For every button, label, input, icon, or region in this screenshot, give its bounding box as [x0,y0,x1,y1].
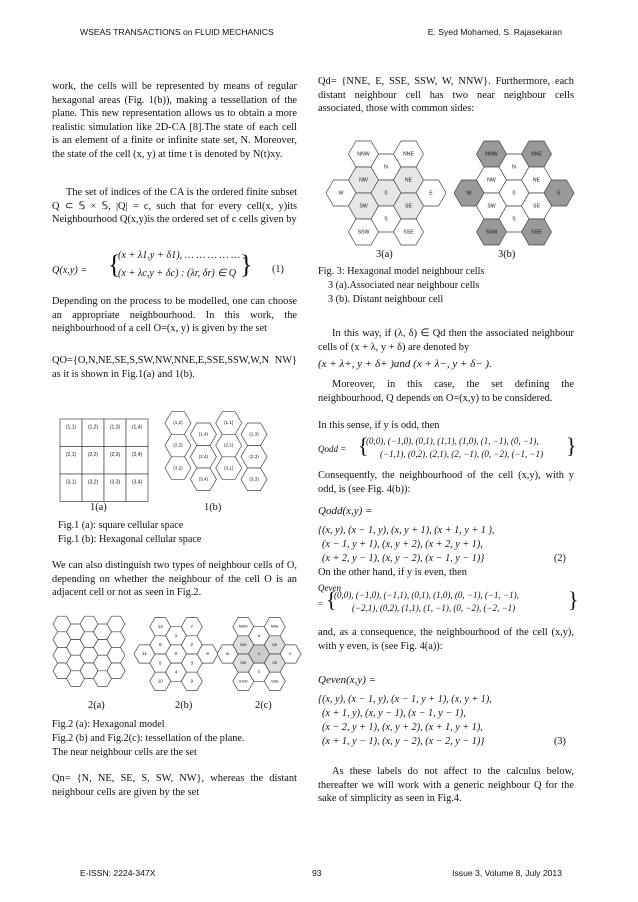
square-cell-label: (2,2) [87,451,99,458]
hex-cell-label: (3,3) [249,476,259,482]
fig2-sub-c: 2(c) [255,700,272,711]
square-cell [126,419,148,447]
eq2-row1: {(x, y), (x − 1, y), (x, y + 1), (x + 1, y + 1 ), [318,525,495,536]
fig3-sub-b: 3(b) [498,249,516,260]
eq2-lhs: Qodd(x,y) = [318,505,373,517]
hex-cell-label: SE [533,203,540,210]
hex-cell-label: NW [487,177,496,184]
hex-cell-label: S [384,216,388,223]
fig1-sub-b: 1(b) [204,502,222,513]
square-cell [82,447,104,475]
left-paragraph-3: Depending on the process to be modelled, one can choose an appropriate neighbourhood. In this work, the neighbourhood of a cell O=(x, y) is given by the set [52,296,297,335]
left-paragraph-4: QO={O,N,NE,SE,S,SW,NW,NNE,E,SSE,SSW,W,N NW} as it is shown in Fig.1(a) and 1(b). [52,355,297,380]
square-cell [60,419,82,447]
eq1-lhs: Q(x,y) = [52,265,88,276]
right-paragraph-8: As these labels do not affect to the calculus below, thereafter we will work with a generic neighbour Q for the sake of simplicity as seen in Fig.4. [318,766,574,805]
fig3-caption-2: 3 (a).Associated near neighbour cells [328,280,480,291]
hex-cell-label: 2 [190,642,194,648]
associated-cells-formula: (x + λ+, y + δ+ )and (x + λ−, y + δ− ). [318,358,492,370]
square-cell-label: (2,3) [109,451,121,458]
eq3-row2: (x + 1, y), (x, y − 1), (x − 1, y − 1), [322,708,466,719]
hex-cell-label: NNE [531,151,542,158]
qeven-row2: (−2,1), (0,2), (1,1), (1, −1), (0, −2), (−2, −1) [352,603,516,613]
hex-cell-label: (1,4) [198,431,209,437]
footer-page-number: 93 [312,868,322,878]
hex-cell-label: W [338,190,344,197]
square-cell [104,447,126,475]
qodd-row2: (−1,1), (0,2), (2,1), (2, −1), (0, −2), (−1, −1) [380,449,544,459]
eq1-row2: (x + λc,y + δc) : (λr, δr) ∈ Q [118,268,237,279]
hex-cell-label: 8 [206,651,209,657]
left-paragraph-5: We can also distinguish two types of neighbour cells of O, depending on whether the neighbour of the cell O is an adjacent cell or not as seen in Fig.2. [52,560,297,599]
fig2b-numbered-tessellation [136,614,216,694]
left-paragraph-1: work, the cells will be represented by means of regular hexagonal areas (Fig. 1(b)), making a tessellation of the plane. This new representation allows us to obtain a more realistic simulation like 2D-CA [8].The state of each cell is an element of a finite or infinite state set, N. Moreover, the state of the cell (x, y) at time t is denoted by N(t)xy. [52,81,297,160]
hex-cell-label: 0 [174,651,178,657]
eq3-row3: (x − 2, y + 1), (x, y + 2), (x + 1, y + 1), [322,722,483,733]
eq2-row2: (x − 1, y + 1), (x, y + 2), (x + 2, y + 1), [322,539,483,550]
hex-cell-label: (2,4) [198,453,209,459]
square-cell [60,474,82,502]
hex-cell-label: NW [359,177,368,184]
hex-cell-label: SSW [357,229,370,236]
eq1-number: (1) [272,264,284,275]
eq1-brace-right: } [240,250,253,279]
square-cell-label: (1,3) [109,424,121,431]
square-cell-label: (1,1) [65,424,77,431]
hex-cell-label: SW [359,203,368,210]
fig1-sub-a: 1(a) [90,502,107,513]
hex-cell-label: SSE [531,229,542,236]
square-cell [104,474,126,502]
fig2-caption-3: The near neighbour cells are the set [52,747,197,758]
hex-cell-label: (2,2) [173,442,183,448]
fig1-caption-a: Fig.1 (a): square cellular space [58,520,184,531]
eq3-lhs: Qeven(x,y) = [318,674,377,686]
fig2-sub-a: 2(a) [88,700,105,711]
right-paragraph-2: In this way, if (λ, δ) ∈ Qd then the associated neighbour cells of (x + λ, y + δ) are denoted by [318,328,574,353]
qeven-brace-right: } [568,587,579,612]
square-cell-label: (3,1) [65,479,77,486]
hex-cell-label: 3 [190,660,194,666]
hex-cell-label: 11 [142,651,147,657]
hex-cell-label: (1,2) [173,420,183,426]
eq1-brace: { [108,250,121,279]
fig1b-hex-grid [160,405,290,505]
qodd-row1: (0,0), (−1,0), (0,1), (1,1), (1,0), (1, −1), (0, −1), [366,436,539,446]
hex-cell-label: N [512,164,516,171]
hex-cell-label: NE [532,177,541,184]
square-cell [126,474,148,502]
hex-cell-label: (2,1) [223,442,234,448]
left-paragraph-6: Qn= {N, NE, SE, S, SW, NW}, whereas the distant neighbour cells are given by the set [52,773,297,798]
hex-cell-label: NE [272,642,278,647]
right-paragraph-1: Qd= {NNE, E, SSE, SSW, W, NNW}. Furthermore, each distant neighbour cell has two near neighbour cells associated, those with common sides: [318,76,574,115]
qodd-lhs: Qodd = [318,444,347,454]
hex-cell-label: 0 [512,190,516,197]
hex-cell-label: 10 [157,678,163,684]
hex-cell-label: SE [272,661,278,666]
hex-cell-label: N [384,164,388,171]
hex-cell-label: S [257,670,261,675]
square-cell [82,474,104,502]
hex-cell-label: (3,2) [173,465,183,471]
left-paragraph-2: The set of indices of the CA is the ordered finite subset Q ⊂ 𝕊 × 𝕊, |Q| = c, such that for every cell(x, y)its Neighbourhood Q(x,y)is the ordered set of c cells given by [52,187,297,226]
fig1-caption-b: Fig.1 (b): Hexagonal cellular space [58,534,202,545]
hex-cell-label: 5 [158,660,162,666]
square-cell-label: (2,1) [65,451,77,458]
qeven-row1: (0,0), (−1,0), (−1,1), (0,1), (1,0), (0, −1), (−1, −1), [334,590,519,600]
hex-cell-label: SSW [485,229,498,236]
fig3b-distant-neighbour [454,143,574,243]
fig3-caption-1: Fig. 3: Hexagonal model neighbour cells [318,266,485,277]
fig2-caption-1: Fig.2 (a): Hexagonal model [52,719,165,730]
footer-issue: Issue 3, Volume 8, July 2013 [452,868,562,878]
hex-cell-label: NNE [270,624,279,629]
square-cell [126,447,148,475]
hex-cell-label: 4 [174,669,178,675]
square-cell-label: (1,2) [87,424,99,431]
authors-header: E. Syed Mohamed, S. Rajasekaran [427,27,562,37]
hex-cell-label: SSE [403,229,414,236]
right-paragraph-6: On the other hand, if y is even, then [318,567,467,578]
square-cell-label: (1,4) [131,424,143,431]
fig3-caption-3: 3 (b). Distant neighbour cell [328,294,444,305]
hex-cell-label: S [512,216,516,223]
hex-cell-label: 0 [384,190,388,197]
eq3-row4: (x + 1, y − 1), (x, y − 2), (x − 2, y − 1)} [322,736,485,747]
hex-cell-label: (1,1) [223,420,234,426]
fig2a-hex-model [52,614,134,694]
square-cell [104,419,126,447]
hex-cell-label: (3,4) [198,476,209,482]
eq3-number: (3) [554,736,566,747]
eq2-number: (2) [554,553,566,564]
journal-header: WSEAS TRANSACTIONS on FLUID MECHANICS [80,27,274,37]
fig2c-labelled-tessellation [216,614,302,694]
hex-cell-label: W [466,190,472,197]
eq3-row1: {(x, y), (x − 1, y), (x − 1, y + 1), (x, y + 1), [318,694,492,705]
hex-cell-label: N [257,633,261,638]
hex-cell-label: (1,3) [249,431,259,437]
hex-cell-label: NE [404,177,413,184]
footer-issn: E-ISSN: 2224-347X [80,868,156,878]
square-cell-label: (3,3) [109,479,121,486]
right-paragraph-3: Moreover, in this case, the set defining the neighbourhood, Q depends on O=(x,y) to be considered. [318,379,574,404]
hex-cell-label: SSE [270,679,279,684]
hex-cell-label: NNW [357,151,370,158]
hex-cell-label: 12 [157,623,163,629]
hex-cell-label: 0 [257,652,261,656]
hex-cell-label: 1 [174,633,178,639]
hex-cell-label: 7 [190,623,194,629]
hex-cell-label: W [225,652,230,656]
hex-cell-label: SSW [238,679,248,684]
right-paragraph-7: and, as a consequence, the neighbourhood of the cell (x,y), with y even, is (see Fig. 4(a)): [318,627,574,652]
hex-cell-label: (2,3) [249,453,259,459]
fig2-caption-2: Fig.2 (b) and Fig.2(c): tessellation of the plane. [52,733,245,744]
qodd-brace: { [358,433,369,458]
hex-cell-label: SE [405,203,412,210]
hex-cell-label: 9 [190,678,194,684]
fig3-sub-a: 3(a) [376,249,393,260]
hex-cell-label: SW [487,203,496,210]
hex-cell-label: E [289,652,292,656]
fig1a-square-grid [56,405,156,505]
hex-cell-label: NW [240,642,247,647]
hex-cell-label: (3,1) [223,465,234,471]
hex-cell-label: SW [240,661,247,666]
square-cell [82,419,104,447]
qodd-brace-right: } [566,433,577,458]
hex-cell-label: E [429,190,433,197]
right-paragraph-5: Consequently, the neighbourhood of the cell (x,y), with y odd, is (see Fig. 4(b)): [318,470,574,495]
fig2-sub-b: 2(b) [175,700,193,711]
eq1-row1: (x + λ1,y + δ1), … … … … … , [118,250,246,261]
hex-cell-label: NNW [485,151,498,158]
square-cell-label: (3,4) [131,479,143,486]
qeven-lhs: Qeven [318,583,341,593]
square-cell-label: (3,2) [87,479,99,486]
hex-cell-label: NNE [403,151,414,158]
eq2-row3: (x + 2, y − 1), (x, y − 2), (x − 1, y − 1)} [322,553,485,564]
qeven-brace: { [326,587,337,612]
square-cell-label: (2,4) [131,451,143,458]
hex-cell-label: 6 [158,642,162,648]
hex-cell-label: NNW [238,624,248,629]
fig3a-associated-neighbours [326,143,446,243]
qeven-equals: = [318,599,324,609]
right-paragraph-4: In this sense, if y is odd, then [318,420,440,431]
square-cell [60,447,82,475]
hex-cell-label: E [557,190,561,197]
